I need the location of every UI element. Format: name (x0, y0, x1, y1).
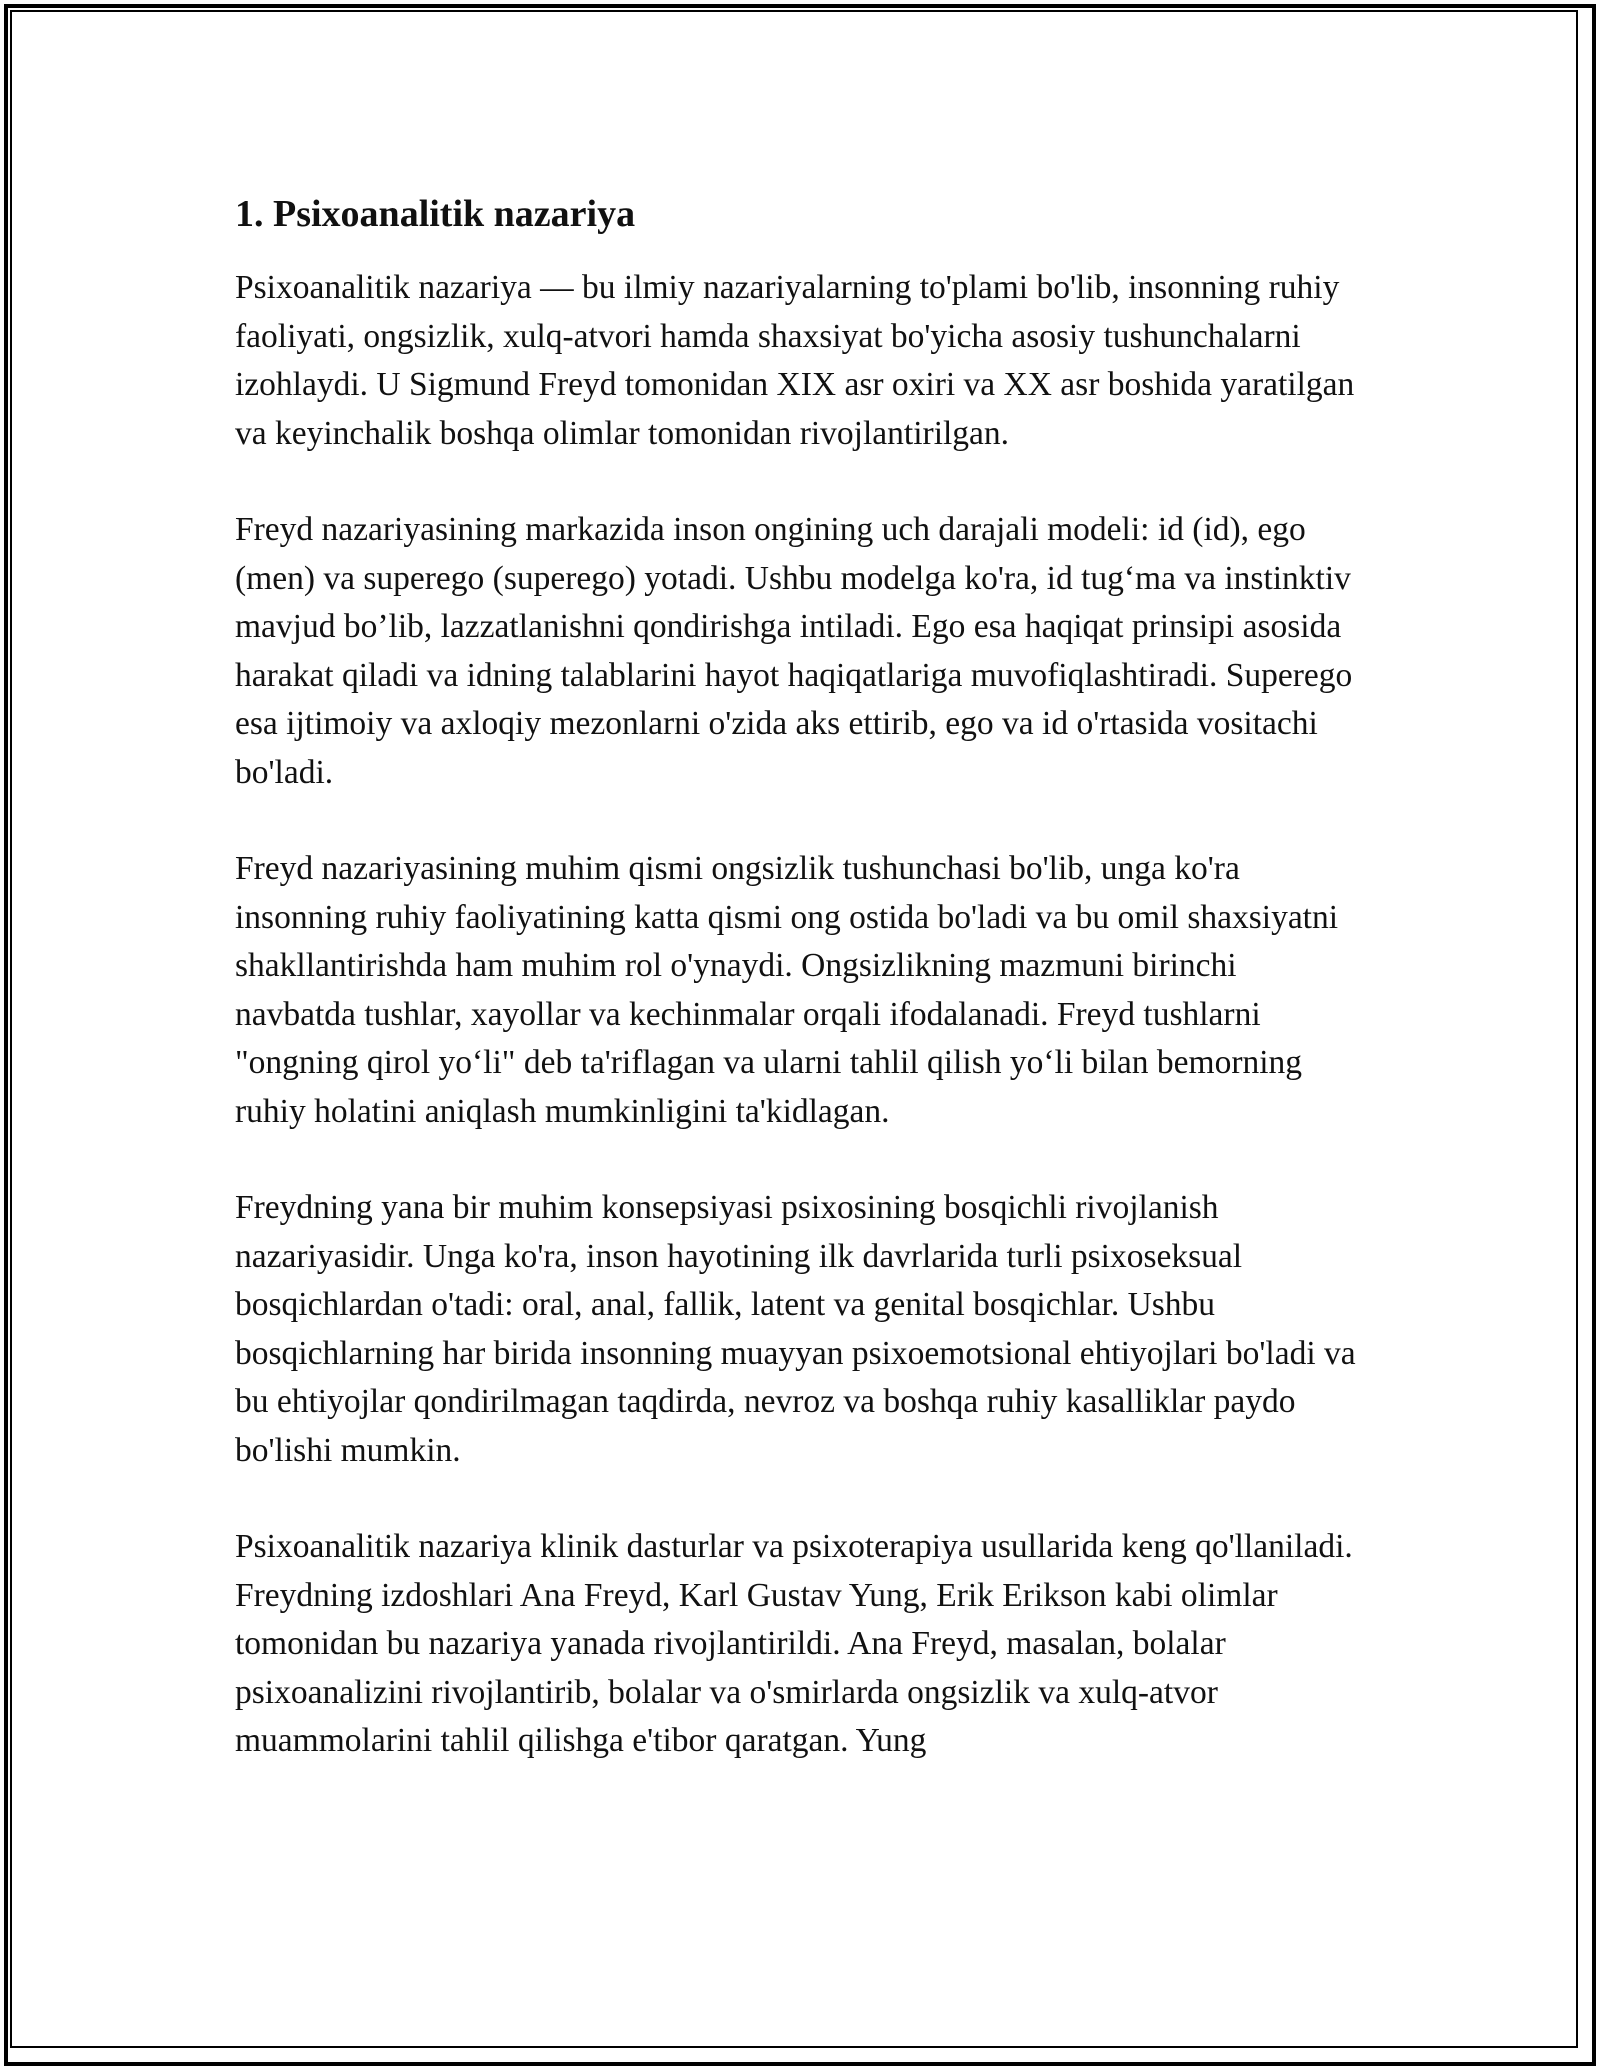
paragraph-intro: Psixoanalitik nazariya — bu ilmiy nazariyalarning to'plami bo'lib, insonning ruhiy faoliyati, ongsizlik, xulq-atvori hamda shaxsiyat bo'yicha asosiy tushunchalarni izohlaydi. U Sigmund Freyd tomonidan XIX asr oxiri va XX asr boshida yaratilgan va keyinchalik boshqa olimlar tomonidan rivojlantirilgan. (235, 269, 1355, 452)
paragraph-psychosexual-stages: Freydning yana bir muhim konsepsiyasi psixosining bosqichli rivojlanish nazariyasidir. Unga ko'ra, inson hayotining ilk davrlarida turli psixoseksual bosqichlardan o'tadi: oral, anal, fallik, latent va genital bosqichlar. Ushbu bosqichlarning har birida insonning muayyan psixoemotsional ehtiyojlari bo'ladi va bu ehtiyojlar qondirilmagan taqdirda, nevroz va boshqa ruhiy kasalliklar paydo bo'lishi mumkin. (235, 1189, 1356, 1469)
paragraph-unconscious: Freyd nazariyasining muhim qismi ongsizlik tushunchasi bo'lib, unga ko'ra insonning ruhiy faoliyatining katta qismi ong ostida bo'ladi va bu omil shaxsiyatni shakllantirishda ham muhim rol o'ynaydi. Ongsizlikning mazmuni birinchi navbatda tushlar, xayollar va kechinmalar orqali ifodalanadi. Freyd tushlarni "ongning qirol yo‘li" deb ta'riflagan va ularni tahlil qilish yo‘li bilan bemorning ruhiy holatini aniqlash mumkinligini ta'kidlagan. (235, 850, 1339, 1130)
section-heading: 1. Psixoanalitik nazariya (235, 193, 636, 235)
document-body (235, 190, 1365, 1814)
paragraph-structural-model: Freyd nazariyasining markazida inson ongining uch darajali modeli: id (id), ego (men) va superego (superego) yotadi. Ushbu modelga ko'ra, id tug‘ma va instinktiv mavjud bo’lib, lazzatlanishni qondirishga intiladi. Ego esa haqiqat prinsipi asosida harakat qiladi va idning talablarini hayot haqiqatlariga muvofiqlashtiradi. Superego esa ijtimoiy va axloqiy mezonlarni o'zida aks ettirib, ego va id o'rtasida vositachi bo'ladi. (235, 511, 1353, 791)
paragraph-clinical-use: Psixoanalitik nazariya klinik dasturlar va psixoterapiya usullarida keng qo'llaniladi. Freydning izdoshlari Ana Freyd, Karl Gustav Yung, Erik Erikson kabi olimlar tomonidan bu nazariya yanada rivojlantirildi. Ana Freyd, masalan, bolalar psixoanalizini rivojlantirib, bolalar va o'smirlarda ongsizlik va xulq-atvor muammolarini tahlil qilishga e'tibor qaratgan. Yung (235, 1528, 1353, 1759)
